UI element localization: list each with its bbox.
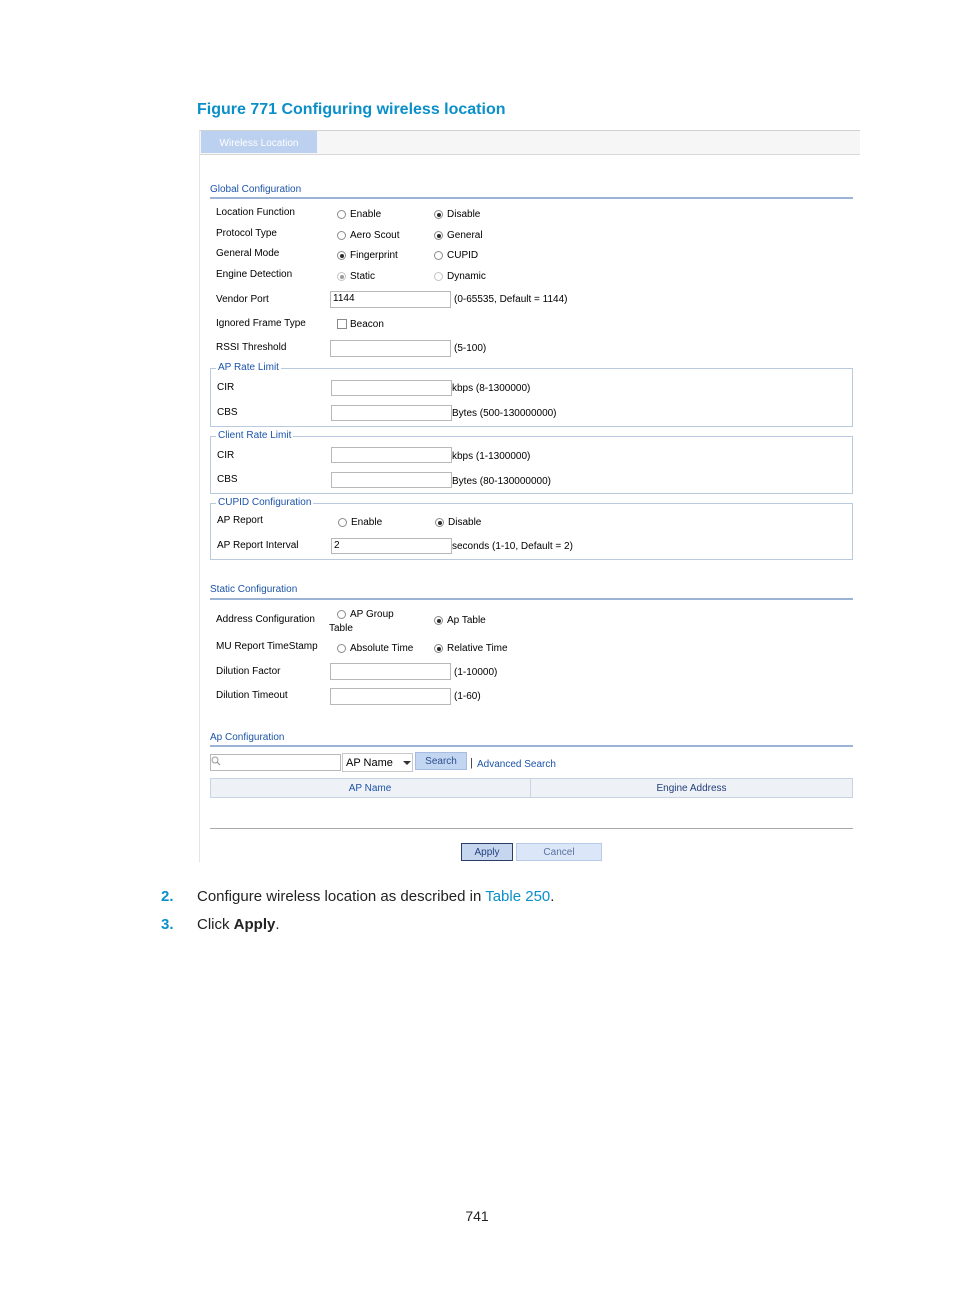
ap-report-enable-radio[interactable] [338, 518, 347, 527]
section-title-ap-config: Ap Configuration [210, 732, 285, 743]
dilution-factor-label: Dilution Factor [216, 666, 281, 677]
column-header-ap-name[interactable]: AP Name [348, 783, 392, 794]
address-aptable-label: Ap Table [447, 615, 486, 626]
location-enable-radio[interactable] [337, 210, 346, 219]
cupid-config-legend: CUPID Configuration [218, 497, 312, 508]
beacon-checkbox[interactable] [337, 319, 347, 329]
engine-dynamic-label: Dynamic [447, 271, 486, 282]
figure-title: Figure 771 Configuring wireless location [197, 101, 506, 118]
address-apgroup-label: AP Group [350, 609, 394, 620]
column-header-engine-address[interactable]: Engine Address [656, 783, 727, 794]
ap-cbs-input[interactable] [331, 405, 452, 421]
location-disable-radio[interactable] [434, 210, 443, 219]
client-cbs-label: CBS [217, 474, 238, 485]
ap-report-disable-radio[interactable] [435, 518, 444, 527]
ap-report-enable-label: Enable [351, 517, 383, 528]
location-function-label: Location Function [216, 207, 295, 218]
engine-dynamic-radio[interactable] [434, 272, 443, 281]
engine-static-radio[interactable] [337, 272, 346, 281]
protocol-general-radio[interactable] [434, 231, 443, 240]
general-mode-label: General Mode [216, 248, 280, 259]
vendor-port-hint: (0-65535, Default = 1144) [454, 294, 568, 305]
protocol-type-label: Protocol Type [216, 228, 277, 239]
client-cbs-input[interactable] [331, 472, 452, 488]
location-disable-label: Disable [447, 209, 481, 220]
cancel-button[interactable]: Cancel [516, 843, 602, 861]
mode-fingerprint-label: Fingerprint [350, 250, 398, 261]
section-title-static: Static Configuration [210, 584, 298, 595]
step-text [197, 916, 280, 933]
step-number: 3. [161, 916, 174, 933]
client-cir-label: CIR [217, 450, 235, 461]
step-text-after: . [550, 888, 555, 905]
footer-divider [210, 828, 853, 829]
rssi-label: RSSI Threshold [216, 342, 287, 353]
timestamp-relative-radio[interactable] [434, 644, 443, 653]
search-icon [211, 756, 221, 766]
protocol-general-label: General [447, 230, 483, 241]
client-rate-limit-legend: Client Rate Limit [218, 430, 292, 441]
ap-cbs-label: CBS [217, 407, 238, 418]
section-title-global: Global Configuration [210, 184, 302, 195]
dilution-timeout-label: Dilution Timeout [216, 690, 288, 701]
ap-report-label: AP Report [217, 515, 263, 526]
vendor-port-label: Vendor Port [216, 294, 269, 305]
step-number: 2. [161, 888, 174, 905]
page-number: 741 [465, 1208, 489, 1224]
engine-detection-label: Engine Detection [216, 269, 293, 280]
address-aptable-radio[interactable] [434, 616, 443, 625]
protocol-aeroscout-label: Aero Scout [350, 230, 400, 241]
search-field-value: AP Name [346, 757, 393, 769]
mode-fingerprint-radio[interactable] [337, 251, 346, 260]
dilution-factor-input[interactable] [330, 663, 451, 680]
timestamp-absolute-label: Absolute Time [350, 643, 414, 654]
ap-report-interval-hint: seconds (1-10, Default = 2) [452, 541, 573, 552]
client-cir-input[interactable] [331, 447, 452, 463]
ap-rate-limit-legend: AP Rate Limit [218, 362, 279, 373]
table-link[interactable]: Table 250 [485, 888, 551, 905]
timestamp-absolute-radio[interactable] [337, 644, 346, 653]
ap-report-interval-input[interactable]: 2 [331, 538, 452, 554]
engine-static-label: Static [350, 271, 376, 282]
search-field-select[interactable] [342, 753, 413, 772]
dilution-timeout-input[interactable] [330, 688, 451, 705]
rssi-hint: (5-100) [454, 343, 487, 354]
beacon-label: Beacon [350, 319, 384, 330]
step-text-before: Configure wireless location as described in [197, 888, 486, 905]
apply-button[interactable]: Apply [461, 843, 513, 861]
mode-cupid-radio[interactable] [434, 251, 443, 260]
ignored-frame-label: Ignored Frame Type [216, 318, 306, 329]
config-panel [199, 130, 860, 862]
protocol-aeroscout-radio[interactable] [337, 231, 346, 240]
client-cir-hint: kbps (1-1300000) [452, 451, 531, 462]
dilution-timeout-hint: (1-60) [454, 691, 481, 702]
section-divider [210, 598, 853, 600]
tab-wireless-location[interactable]: Wireless Location [201, 131, 317, 153]
search-button[interactable]: Search [415, 752, 467, 770]
step-text [197, 888, 554, 905]
location-enable-label: Enable [350, 209, 382, 220]
mode-cupid-label: CUPID [447, 250, 479, 261]
ap-cir-label: CIR [217, 382, 235, 393]
address-apgroup-label-2: Table [329, 623, 353, 634]
timestamp-label: MU Report TimeStamp [216, 641, 318, 652]
section-divider [210, 197, 853, 199]
ap-cbs-hint: Bytes (500-130000000) [452, 408, 557, 419]
vendor-port-input[interactable]: 1144 [330, 291, 451, 308]
ap-cir-hint: kbps (8-1300000) [452, 383, 531, 394]
client-cbs-hint: Bytes (80-130000000) [452, 476, 551, 487]
step-text-before: Click [197, 916, 234, 933]
section-divider [210, 745, 853, 747]
ap-cir-input[interactable] [331, 380, 452, 396]
step-text-bold: Apply [233, 916, 276, 933]
step-text-after: . [275, 916, 280, 933]
dilution-factor-hint: (1-10000) [454, 667, 498, 678]
ap-report-interval-label: AP Report Interval [217, 540, 299, 551]
ap-search-input[interactable] [210, 754, 341, 771]
address-apgroup-radio[interactable] [337, 610, 346, 619]
chevron-down-icon [403, 761, 411, 765]
ap-report-disable-label: Disable [448, 517, 482, 528]
rssi-input[interactable] [330, 340, 451, 357]
advanced-search-link[interactable]: Advanced Search [477, 759, 556, 770]
search-separator: | [470, 757, 473, 769]
timestamp-relative-label: Relative Time [447, 643, 508, 654]
address-config-label: Address Configuration [216, 614, 315, 625]
